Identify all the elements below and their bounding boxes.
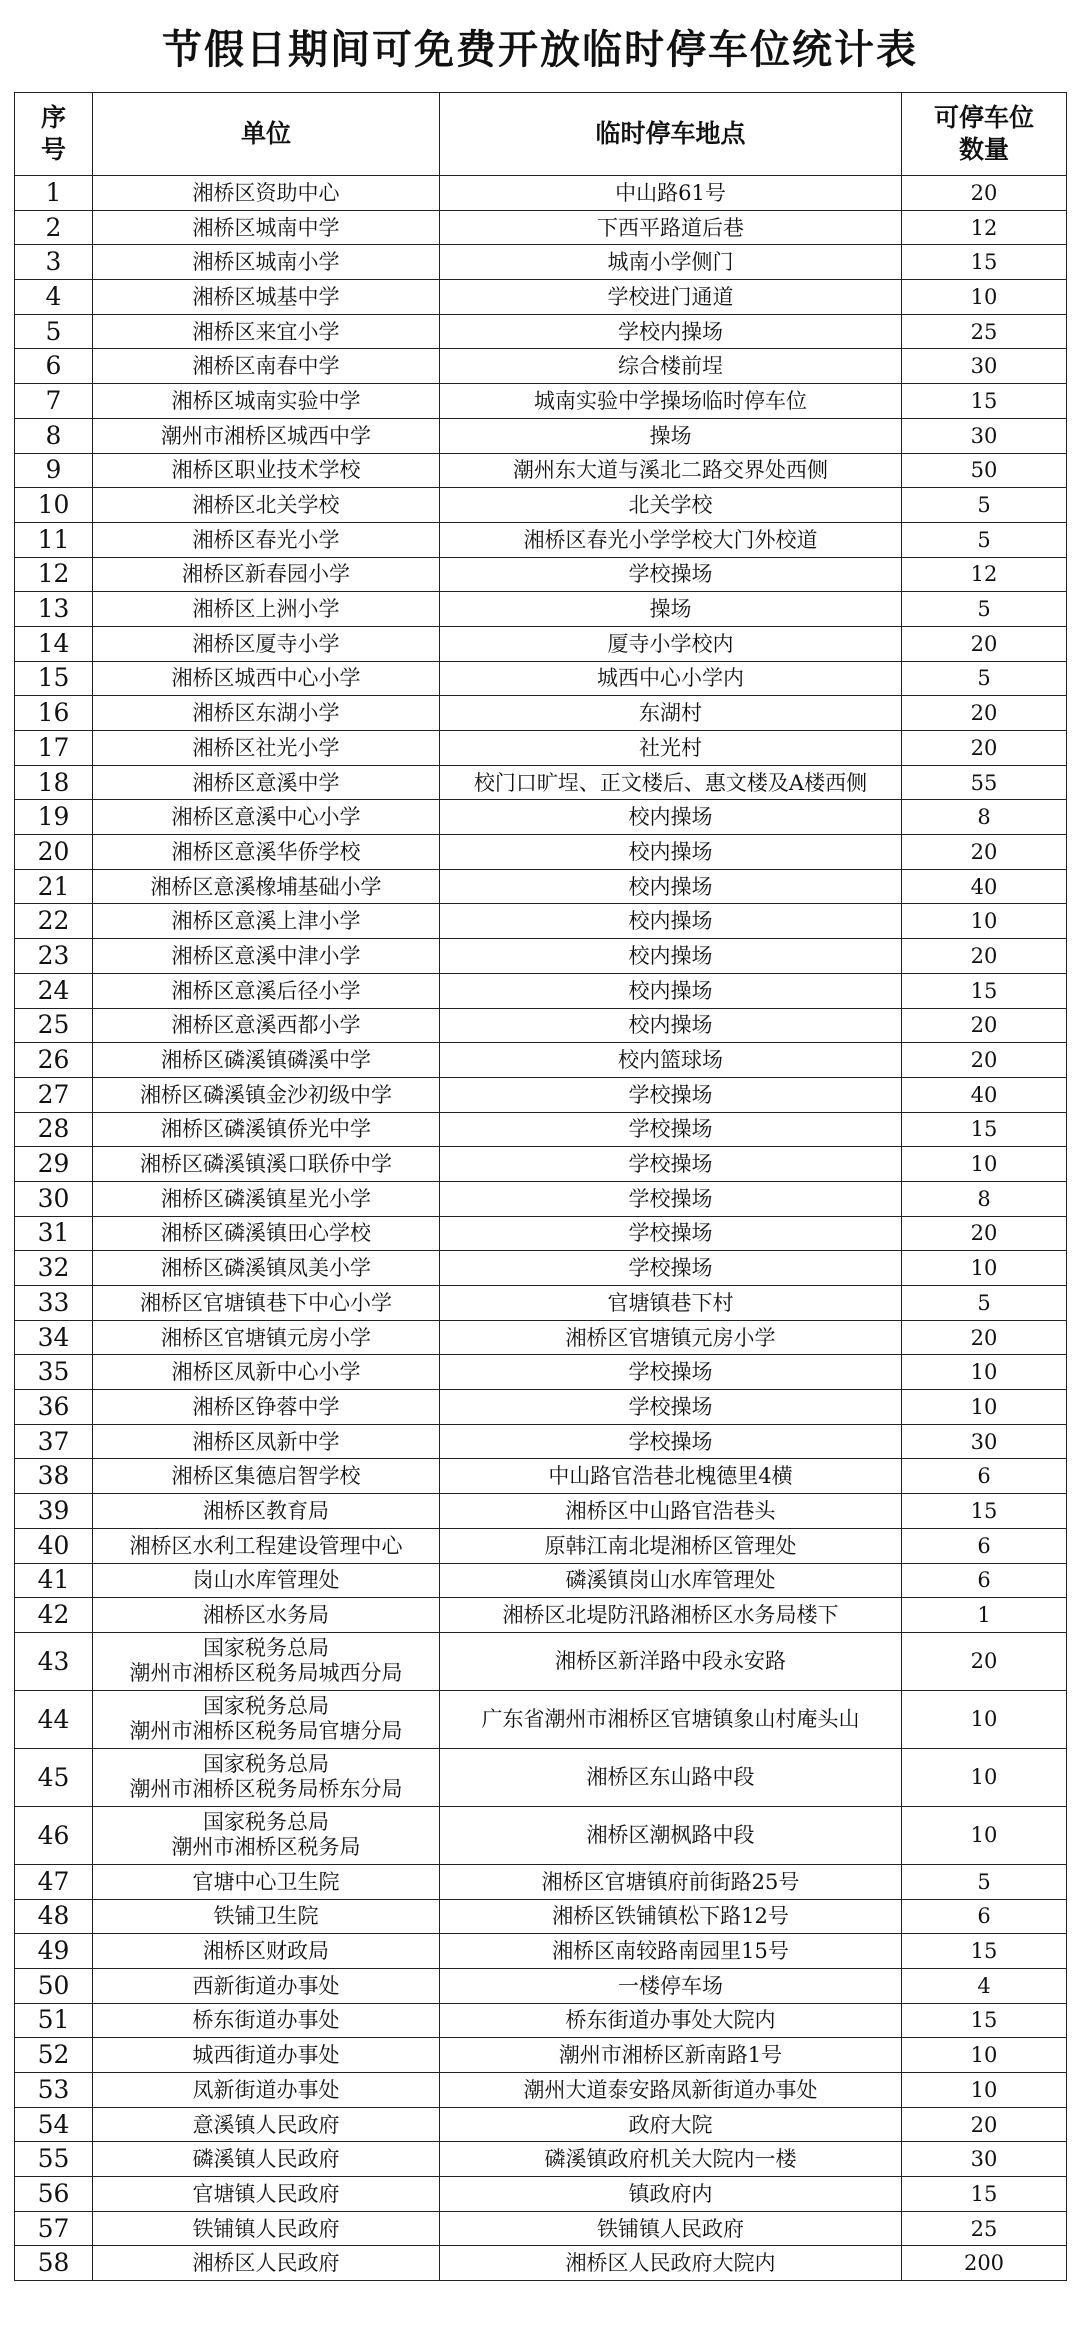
cell-no: 53 — [15, 2073, 93, 2108]
cell-count: 5 — [902, 488, 1067, 523]
cell-count: 10 — [902, 1390, 1067, 1425]
cell-count: 1 — [902, 1598, 1067, 1633]
cell-location: 厦寺小学校内 — [440, 626, 902, 661]
table-row — [15, 1528, 1067, 1563]
cell-unit: 湘桥区城南小学 — [93, 245, 440, 280]
table-row — [15, 210, 1067, 245]
cell-no: 18 — [15, 765, 93, 800]
header-location: 临时停车地点 — [440, 93, 902, 176]
table-row — [15, 1181, 1067, 1216]
cell-count: 10 — [902, 1690, 1067, 1748]
cell-location: 操场 — [440, 418, 902, 453]
cell-no: 48 — [15, 1899, 93, 1934]
table-row — [15, 2003, 1067, 2038]
table-row — [15, 2177, 1067, 2212]
cell-unit: 湘桥区磷溪镇凤美小学 — [93, 1251, 440, 1286]
cell-unit: 湘桥区意溪中心小学 — [93, 800, 440, 835]
cell-unit: 桥东街道办事处 — [93, 2003, 440, 2038]
cell-unit: 湘桥区来宜小学 — [93, 314, 440, 349]
cell-count: 20 — [902, 626, 1067, 661]
cell-count: 6 — [902, 1459, 1067, 1494]
cell-no: 38 — [15, 1459, 93, 1494]
cell-count: 10 — [902, 1355, 1067, 1390]
cell-unit: 湘桥区城基中学 — [93, 280, 440, 315]
cell-location: 城南实验中学操场临时停车位 — [440, 384, 902, 419]
cell-count: 5 — [902, 592, 1067, 627]
cell-count: 15 — [902, 245, 1067, 280]
cell-location: 校内操场 — [440, 904, 902, 939]
cell-no: 20 — [15, 835, 93, 870]
table-row — [15, 904, 1067, 939]
cell-location: 湘桥区春光小学学校大门外校道 — [440, 522, 902, 557]
page-title: 节假日期间可免费开放临时停车位统计表 — [162, 25, 918, 73]
cell-count: 20 — [902, 1320, 1067, 1355]
cell-count: 40 — [902, 869, 1067, 904]
table-row — [15, 626, 1067, 661]
cell-unit: 西新街道办事处 — [93, 1968, 440, 2003]
cell-no: 37 — [15, 1424, 93, 1459]
cell-location: 城西中心小学内 — [440, 661, 902, 696]
table-row — [15, 2073, 1067, 2108]
cell-no: 7 — [15, 384, 93, 419]
table-row — [15, 2142, 1067, 2177]
cell-location: 磷溪镇政府机关大院内一楼 — [440, 2142, 902, 2177]
cell-unit: 湘桥区意溪上津小学 — [93, 904, 440, 939]
cell-location: 校内篮球场 — [440, 1043, 902, 1078]
table-row — [15, 939, 1067, 974]
cell-location: 湘桥区人民政府大院内 — [440, 2246, 902, 2281]
cell-unit: 岗山水库管理处 — [93, 1563, 440, 1598]
cell-count: 20 — [902, 1043, 1067, 1078]
cell-unit: 湘桥区春光小学 — [93, 522, 440, 557]
cell-location: 湘桥区北堤防汛路湘桥区水务局楼下 — [440, 1598, 902, 1633]
cell-location: 湘桥区中山路官浩巷头 — [440, 1494, 902, 1529]
table-row — [15, 349, 1067, 384]
cell-unit: 湘桥区意溪后径小学 — [93, 973, 440, 1008]
table-row — [15, 2211, 1067, 2246]
cell-unit: 湘桥区新春园小学 — [93, 557, 440, 592]
cell-unit: 湘桥区教育局 — [93, 1494, 440, 1529]
cell-unit: 湘桥区东湖小学 — [93, 696, 440, 731]
cell-count: 50 — [902, 453, 1067, 488]
table-row — [15, 2246, 1067, 2281]
cell-location: 学校操场 — [440, 1077, 902, 1112]
cell-count: 12 — [902, 210, 1067, 245]
cell-no: 34 — [15, 1320, 93, 1355]
cell-unit: 湘桥区磷溪镇金沙初级中学 — [93, 1077, 440, 1112]
cell-unit: 湘桥区意溪华侨学校 — [93, 835, 440, 870]
cell-location: 潮州东大道与溪北二路交界处西侧 — [440, 453, 902, 488]
table-row — [15, 1494, 1067, 1529]
cell-no: 56 — [15, 2177, 93, 2212]
cell-count: 5 — [902, 661, 1067, 696]
table-row — [15, 731, 1067, 766]
cell-unit: 湘桥区上洲小学 — [93, 592, 440, 627]
cell-no: 52 — [15, 2038, 93, 2073]
cell-location: 湘桥区新洋路中段永安路 — [440, 1632, 902, 1690]
cell-count: 10 — [902, 1806, 1067, 1864]
cell-count: 30 — [902, 418, 1067, 453]
cell-count: 20 — [902, 176, 1067, 211]
cell-unit: 湘桥区磷溪镇磷溪中学 — [93, 1043, 440, 1078]
cell-location: 校门口旷埕、正文楼后、惠文楼及A楼西侧 — [440, 765, 902, 800]
cell-count: 6 — [902, 1528, 1067, 1563]
cell-no: 57 — [15, 2211, 93, 2246]
cell-no: 49 — [15, 1934, 93, 1969]
header-no: 序 号 — [15, 93, 93, 176]
cell-unit: 意溪镇人民政府 — [93, 2107, 440, 2142]
cell-count: 20 — [902, 939, 1067, 974]
cell-location: 湘桥区官塘镇府前街路25号 — [440, 1864, 902, 1899]
cell-no: 24 — [15, 973, 93, 1008]
table-row — [15, 661, 1067, 696]
cell-no: 5 — [15, 314, 93, 349]
cell-location: 学校操场 — [440, 1390, 902, 1425]
cell-no: 44 — [15, 1690, 93, 1748]
table-row — [15, 1355, 1067, 1390]
cell-location: 潮州大道泰安路凤新街道办事处 — [440, 2073, 902, 2108]
cell-location: 城南小学侧门 — [440, 245, 902, 280]
cell-location: 校内操场 — [440, 835, 902, 870]
cell-count: 20 — [902, 696, 1067, 731]
cell-no: 51 — [15, 2003, 93, 2038]
table-row — [15, 1286, 1067, 1321]
cell-location: 学校操场 — [440, 1216, 902, 1251]
table-row — [15, 245, 1067, 280]
table-row — [15, 1216, 1067, 1251]
table-row — [15, 280, 1067, 315]
cell-no: 16 — [15, 696, 93, 731]
cell-location: 学校操场 — [440, 1251, 902, 1286]
cell-unit: 铁铺卫生院 — [93, 1899, 440, 1934]
table-row — [15, 1632, 1067, 1690]
cell-count: 6 — [902, 1563, 1067, 1598]
cell-count: 12 — [902, 557, 1067, 592]
cell-location: 一楼停车场 — [440, 1968, 902, 2003]
cell-unit: 湘桥区磷溪镇星光小学 — [93, 1181, 440, 1216]
cell-no: 1 — [15, 176, 93, 211]
cell-unit: 湘桥区磷溪镇田心学校 — [93, 1216, 440, 1251]
cell-no: 9 — [15, 453, 93, 488]
cell-unit: 国家税务总局 潮州市湘桥区税务局 — [93, 1806, 440, 1864]
cell-no: 55 — [15, 2142, 93, 2177]
cell-unit: 湘桥区职业技术学校 — [93, 453, 440, 488]
cell-no: 3 — [15, 245, 93, 280]
cell-no: 26 — [15, 1043, 93, 1078]
table-row — [15, 1077, 1067, 1112]
cell-no: 15 — [15, 661, 93, 696]
cell-count: 15 — [902, 973, 1067, 1008]
cell-count: 10 — [902, 904, 1067, 939]
cell-location: 学校进门通道 — [440, 280, 902, 315]
cell-unit: 湘桥区意溪橡埔基础小学 — [93, 869, 440, 904]
table-row — [15, 1390, 1067, 1425]
cell-unit: 湘桥区财政局 — [93, 1934, 440, 1969]
cell-no: 33 — [15, 1286, 93, 1321]
cell-no: 13 — [15, 592, 93, 627]
cell-no: 41 — [15, 1563, 93, 1598]
cell-count: 15 — [902, 1494, 1067, 1529]
table-row — [15, 1424, 1067, 1459]
table-row — [15, 1806, 1067, 1864]
cell-unit: 湘桥区人民政府 — [93, 2246, 440, 2281]
cell-count: 20 — [902, 835, 1067, 870]
cell-no: 22 — [15, 904, 93, 939]
table-row — [15, 592, 1067, 627]
cell-unit: 官塘中心卫生院 — [93, 1864, 440, 1899]
cell-count: 30 — [902, 349, 1067, 384]
table-row — [15, 557, 1067, 592]
table-row — [15, 176, 1067, 211]
cell-no: 31 — [15, 1216, 93, 1251]
cell-no: 58 — [15, 2246, 93, 2281]
cell-unit: 湘桥区水利工程建设管理中心 — [93, 1528, 440, 1563]
cell-count: 30 — [902, 2142, 1067, 2177]
cell-no: 14 — [15, 626, 93, 661]
cell-unit: 湘桥区厦寺小学 — [93, 626, 440, 661]
cell-no: 8 — [15, 418, 93, 453]
cell-location: 潮州市湘桥区新南路1号 — [440, 2038, 902, 2073]
cell-no: 10 — [15, 488, 93, 523]
cell-unit: 湘桥区磷溪镇溪口联侨中学 — [93, 1147, 440, 1182]
cell-location: 学校内操场 — [440, 314, 902, 349]
cell-count: 8 — [902, 1181, 1067, 1216]
cell-unit: 湘桥区南春中学 — [93, 349, 440, 384]
cell-count: 10 — [902, 2038, 1067, 2073]
cell-no: 36 — [15, 1390, 93, 1425]
cell-location: 湘桥区南较路南园里15号 — [440, 1934, 902, 1969]
cell-location: 校内操场 — [440, 939, 902, 974]
table-row — [15, 1147, 1067, 1182]
cell-count: 20 — [902, 1216, 1067, 1251]
cell-count: 25 — [902, 2211, 1067, 2246]
cell-unit: 国家税务总局 潮州市湘桥区税务局桥东分局 — [93, 1748, 440, 1806]
cell-location: 铁铺镇人民政府 — [440, 2211, 902, 2246]
cell-count: 5 — [902, 1864, 1067, 1899]
cell-no: 42 — [15, 1598, 93, 1633]
table-row — [15, 1864, 1067, 1899]
cell-no: 45 — [15, 1748, 93, 1806]
table-row — [15, 1899, 1067, 1934]
cell-unit: 国家税务总局 潮州市湘桥区税务局官塘分局 — [93, 1690, 440, 1748]
table-row — [15, 1748, 1067, 1806]
cell-no: 47 — [15, 1864, 93, 1899]
cell-unit: 湘桥区社光小学 — [93, 731, 440, 766]
table-row — [15, 488, 1067, 523]
cell-location: 学校操场 — [440, 1424, 902, 1459]
cell-count: 5 — [902, 522, 1067, 557]
cell-no: 27 — [15, 1077, 93, 1112]
cell-no: 17 — [15, 731, 93, 766]
cell-location: 广东省潮州市湘桥区官塘镇象山村庵头山 — [440, 1690, 902, 1748]
cell-unit: 湘桥区集德启智学校 — [93, 1459, 440, 1494]
cell-no: 30 — [15, 1181, 93, 1216]
cell-count: 15 — [902, 1112, 1067, 1147]
cell-location: 校内操场 — [440, 869, 902, 904]
cell-count: 200 — [902, 2246, 1067, 2281]
cell-unit: 铁铺镇人民政府 — [93, 2211, 440, 2246]
cell-unit: 湘桥区北关学校 — [93, 488, 440, 523]
cell-count: 10 — [902, 1147, 1067, 1182]
table-row — [15, 973, 1067, 1008]
cell-count: 20 — [902, 1632, 1067, 1690]
cell-no: 4 — [15, 280, 93, 315]
cell-count: 15 — [902, 2177, 1067, 2212]
cell-location: 校内操场 — [440, 973, 902, 1008]
cell-unit: 城西街道办事处 — [93, 2038, 440, 2073]
table-row — [15, 1112, 1067, 1147]
cell-unit: 湘桥区城南中学 — [93, 210, 440, 245]
cell-count: 10 — [902, 1251, 1067, 1286]
table-row — [15, 1598, 1067, 1633]
cell-count: 15 — [902, 384, 1067, 419]
cell-location: 东湖村 — [440, 696, 902, 731]
table-row — [15, 1934, 1067, 1969]
cell-unit: 湘桥区意溪中学 — [93, 765, 440, 800]
cell-location: 桥东街道办事处大院内 — [440, 2003, 902, 2038]
cell-no: 40 — [15, 1528, 93, 1563]
table-row — [15, 1563, 1067, 1598]
cell-no: 19 — [15, 800, 93, 835]
cell-unit: 湘桥区意溪西都小学 — [93, 1008, 440, 1043]
cell-no: 43 — [15, 1632, 93, 1690]
cell-no: 23 — [15, 939, 93, 974]
table-row — [15, 1690, 1067, 1748]
cell-location: 中山路61号 — [440, 176, 902, 211]
table-row — [15, 384, 1067, 419]
cell-count: 10 — [902, 280, 1067, 315]
cell-location: 校内操场 — [440, 800, 902, 835]
cell-count: 15 — [902, 2003, 1067, 2038]
table-row — [15, 696, 1067, 731]
cell-unit: 国家税务总局 潮州市湘桥区税务局城西分局 — [93, 1632, 440, 1690]
cell-no: 39 — [15, 1494, 93, 1529]
table-row — [15, 869, 1067, 904]
table-row — [15, 1008, 1067, 1043]
cell-unit: 湘桥区意溪中津小学 — [93, 939, 440, 974]
cell-unit: 湘桥区凤新中学 — [93, 1424, 440, 1459]
cell-unit: 潮州市湘桥区城西中学 — [93, 418, 440, 453]
cell-unit: 凤新街道办事处 — [93, 2073, 440, 2108]
cell-location: 湘桥区潮枫路中段 — [440, 1806, 902, 1864]
cell-unit: 湘桥区铮蓉中学 — [93, 1390, 440, 1425]
cell-location: 社光村 — [440, 731, 902, 766]
cell-no: 2 — [15, 210, 93, 245]
cell-location: 操场 — [440, 592, 902, 627]
table-header-row — [15, 93, 1067, 176]
cell-count: 20 — [902, 1008, 1067, 1043]
cell-count: 10 — [902, 2073, 1067, 2108]
cell-location: 下西平路道后巷 — [440, 210, 902, 245]
table-row — [15, 2107, 1067, 2142]
cell-location: 磷溪镇岗山水库管理处 — [440, 1563, 902, 1598]
cell-location: 湘桥区官塘镇元房小学 — [440, 1320, 902, 1355]
table-row — [15, 1459, 1067, 1494]
cell-no: 28 — [15, 1112, 93, 1147]
table-row — [15, 765, 1067, 800]
cell-count: 55 — [902, 765, 1067, 800]
cell-location: 学校操场 — [440, 557, 902, 592]
cell-location: 学校操场 — [440, 1147, 902, 1182]
cell-no: 50 — [15, 1968, 93, 2003]
table-row — [15, 2038, 1067, 2073]
cell-unit: 湘桥区磷溪镇侨光中学 — [93, 1112, 440, 1147]
cell-unit: 湘桥区官塘镇巷下中心小学 — [93, 1286, 440, 1321]
cell-location: 学校操场 — [440, 1112, 902, 1147]
cell-unit: 磷溪镇人民政府 — [93, 2142, 440, 2177]
cell-count: 10 — [902, 1748, 1067, 1806]
cell-count: 40 — [902, 1077, 1067, 1112]
cell-count: 20 — [902, 731, 1067, 766]
table-row — [15, 453, 1067, 488]
parking-table — [14, 92, 1067, 2281]
cell-location: 中山路官浩巷北槐德里4横 — [440, 1459, 902, 1494]
table-row — [15, 1043, 1067, 1078]
cell-location: 湘桥区铁铺镇松下路12号 — [440, 1899, 902, 1934]
cell-no: 35 — [15, 1355, 93, 1390]
cell-count: 4 — [902, 1968, 1067, 2003]
table-row — [15, 522, 1067, 557]
cell-count: 30 — [902, 1424, 1067, 1459]
cell-location: 学校操场 — [440, 1355, 902, 1390]
table-row — [15, 800, 1067, 835]
cell-no: 29 — [15, 1147, 93, 1182]
cell-no: 46 — [15, 1806, 93, 1864]
cell-unit: 湘桥区水务局 — [93, 1598, 440, 1633]
cell-unit: 官塘镇人民政府 — [93, 2177, 440, 2212]
cell-location: 原韩江南北堤湘桥区管理处 — [440, 1528, 902, 1563]
cell-unit: 湘桥区凤新中心小学 — [93, 1355, 440, 1390]
header-unit: 单位 — [93, 93, 440, 176]
table-row — [15, 1320, 1067, 1355]
cell-location: 综合楼前埕 — [440, 349, 902, 384]
cell-count: 25 — [902, 314, 1067, 349]
cell-location: 校内操场 — [440, 1008, 902, 1043]
table-row — [15, 1968, 1067, 2003]
cell-no: 32 — [15, 1251, 93, 1286]
table-row — [15, 418, 1067, 453]
table-body — [15, 176, 1067, 2281]
cell-count: 20 — [902, 2107, 1067, 2142]
cell-no: 12 — [15, 557, 93, 592]
cell-location: 学校操场 — [440, 1181, 902, 1216]
cell-no: 11 — [15, 522, 93, 557]
cell-count: 6 — [902, 1899, 1067, 1934]
cell-location: 政府大院 — [440, 2107, 902, 2142]
cell-count: 5 — [902, 1286, 1067, 1321]
table-row — [15, 314, 1067, 349]
header-count: 可停车位 数量 — [902, 93, 1067, 176]
cell-no: 54 — [15, 2107, 93, 2142]
cell-unit: 湘桥区官塘镇元房小学 — [93, 1320, 440, 1355]
cell-location: 湘桥区东山路中段 — [440, 1748, 902, 1806]
cell-no: 21 — [15, 869, 93, 904]
cell-count: 8 — [902, 800, 1067, 835]
cell-no: 6 — [15, 349, 93, 384]
cell-no: 25 — [15, 1008, 93, 1043]
cell-unit: 湘桥区城西中心小学 — [93, 661, 440, 696]
cell-location: 北关学校 — [440, 488, 902, 523]
cell-count: 15 — [902, 1934, 1067, 1969]
table-row — [15, 1251, 1067, 1286]
cell-location: 镇政府内 — [440, 2177, 902, 2212]
cell-unit: 湘桥区资助中心 — [93, 176, 440, 211]
cell-location: 官塘镇巷下村 — [440, 1286, 902, 1321]
table-row — [15, 835, 1067, 870]
cell-unit: 湘桥区城南实验中学 — [93, 384, 440, 419]
